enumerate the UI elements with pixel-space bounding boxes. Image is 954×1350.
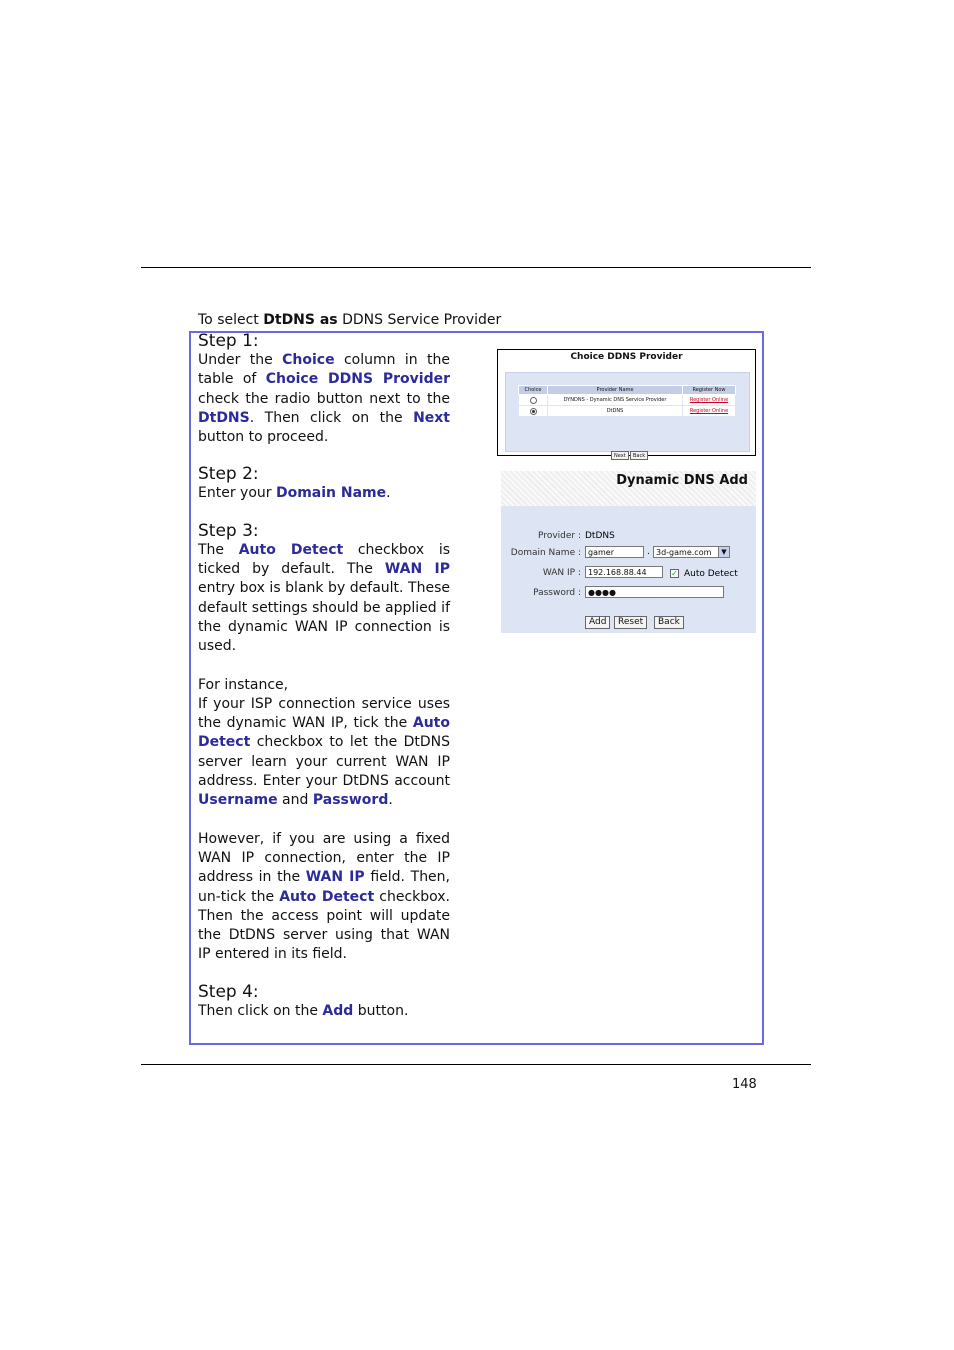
choice-ddns-provider-screenshot xyxy=(497,349,756,459)
table-row: DYNDNS - Dynamic DNS Service Provider Register Online xyxy=(519,395,736,406)
password-input[interactable]: ●●●● xyxy=(585,586,724,598)
reset-button[interactable]: Reset xyxy=(614,616,647,629)
back-button[interactable]: Back xyxy=(630,451,648,460)
chevron-down-icon: ▼ xyxy=(718,547,729,557)
back-button[interactable]: Back xyxy=(654,616,684,629)
step-1-title: Step 1: xyxy=(198,331,259,351)
radio-dtdns[interactable] xyxy=(530,408,537,415)
for-instance-heading: For instance, xyxy=(198,676,289,693)
step-2-text: Enter your Domain Name. xyxy=(198,485,391,502)
table-row: DtDNS Register Online xyxy=(519,406,736,417)
domain-name-input[interactable]: gamer xyxy=(585,546,644,558)
step-4-title: Step 4: xyxy=(198,981,259,1002)
password-label: Password : xyxy=(533,588,581,598)
step-4-text: Then click on the Add button. xyxy=(198,1002,409,1019)
bottom-rule xyxy=(141,1064,811,1065)
wan-ip-input[interactable]: 192.168.88.44 xyxy=(585,566,663,578)
wan-ip-label: WAN IP : xyxy=(542,568,581,578)
col-choice: Choice xyxy=(519,386,548,395)
radio-dyndns[interactable] xyxy=(530,397,537,404)
col-register: Register Now xyxy=(683,386,736,395)
col-provider: Provider Name xyxy=(548,386,683,395)
domain-suffix-select[interactable]: 3d-game.com ▼ xyxy=(653,546,730,558)
dynamic-dns-title: Dynamic DNS Add xyxy=(616,473,748,488)
next-button[interactable]: Next xyxy=(611,451,629,460)
step-3-text: The Auto Detect checkbox is ticked by default. The WAN IP entry box is blank by default. These default settings should be applied if the dynamic WAN IP connection is used. xyxy=(198,541,450,655)
dynamic-dns-header xyxy=(501,471,756,506)
domain-separator: . xyxy=(647,547,650,557)
top-rule xyxy=(141,267,811,268)
step-2-title: Step 2: xyxy=(198,464,259,485)
provider-table xyxy=(518,385,736,417)
step-1-text: Under the Choice column in the table of Choice DDNS Provider check the radio button next to the DtDNS. Then click on the Next button to proceed. xyxy=(198,352,451,446)
auto-detect-label: Auto Detect xyxy=(684,569,738,579)
provider-value: DtDNS xyxy=(585,531,615,541)
step-3-title: Step 3: xyxy=(198,520,259,541)
dynamic-dns-add-screenshot xyxy=(501,471,756,633)
choice-ddns-title: Choice DDNS Provider xyxy=(570,352,683,362)
domain-name-label: Domain Name : xyxy=(510,548,581,558)
however-text: However, if you are using a fixed WAN IP connection, enter the IP address in the WAN IP field. Then, un-tick the Auto Detect checkbox. Then the access point will update the DtDNS server using that WAN IP entered in its field. xyxy=(198,830,450,963)
caption: To select DtDNS as DDNS Service Provider xyxy=(198,312,502,328)
add-button[interactable]: Add xyxy=(585,616,610,629)
page-number: 148 xyxy=(732,1077,757,1092)
register-online-link[interactable]: Register Online xyxy=(689,408,729,414)
auto-detect-checkbox[interactable]: ✓ xyxy=(671,569,678,578)
register-online-link[interactable]: Register Online xyxy=(689,397,729,403)
choice-ddns-panel xyxy=(505,372,750,459)
instructions-column xyxy=(198,331,450,1021)
provider-label: Provider : xyxy=(538,531,581,541)
for-instance-text: If your ISP connection service uses the dynamic WAN IP, tick the Auto Detect checkbox to let the DtDNS server learn your current WAN IP address. Enter your DtDNS account Username and Password. xyxy=(198,695,450,809)
